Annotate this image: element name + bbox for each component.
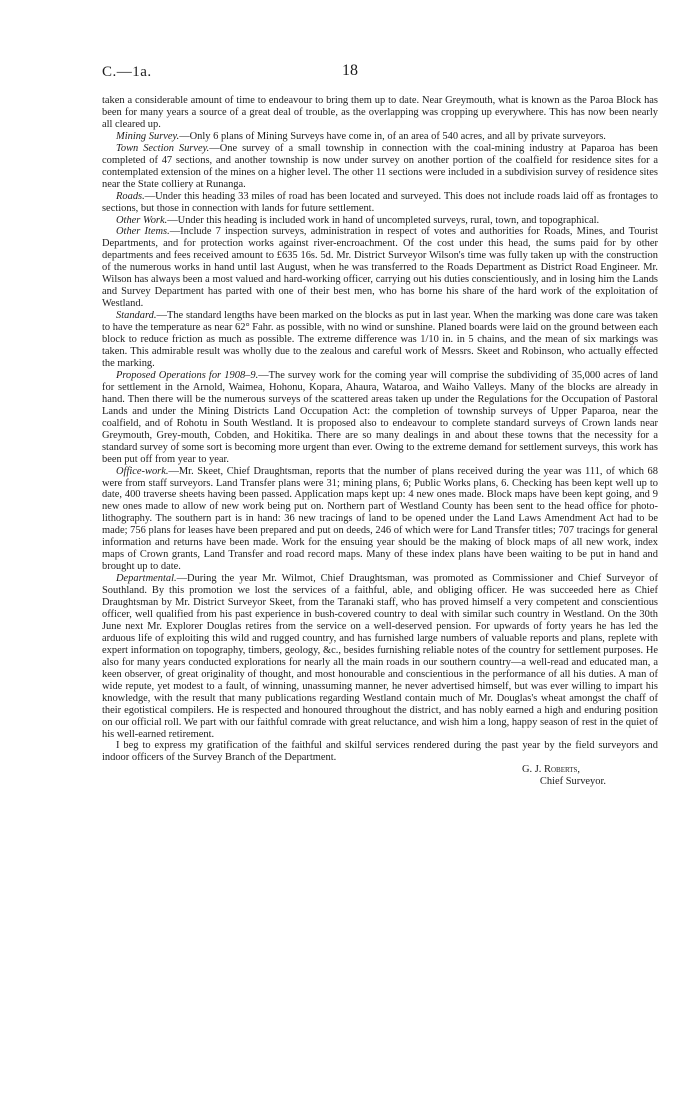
paragraph-mining-survey bbox=[102, 131, 658, 143]
paragraph-heading: Proposed Operations for 1908–9. bbox=[116, 369, 259, 381]
signature-block bbox=[102, 764, 658, 788]
paragraph-text: taken a considerable amount of time to endeavour to bring them up to date. Near Greymouth, what is known as the Paroa Block has been for many years a source of a great deal of trouble, as the overlapping was cropping up everywhere. This has now been nearly all cleared up. bbox=[102, 95, 658, 130]
paragraph-text: I beg to express my gratification of the faithful and skilful services rendered during the past year by the field surveyors and indoor officers of the Survey Branch of the Department. bbox=[102, 740, 658, 764]
paragraph bbox=[102, 95, 658, 131]
paragraph-other-items bbox=[102, 226, 658, 310]
paragraph-heading: Roads. bbox=[116, 190, 145, 202]
paragraph-text: —Under this heading 33 miles of road has been located and surveyed. This does not include roads laid off as frontages to sections, but those in connection with lands for future settlement. bbox=[102, 190, 658, 214]
paragraph-text: —Under this heading is included work in hand of uncompleted surveys, rural, town, and topographical. bbox=[167, 214, 600, 226]
paragraph-heading: Other Work. bbox=[116, 214, 168, 226]
paragraph-heading: Standard. bbox=[116, 310, 157, 322]
paragraph-town-section-survey bbox=[102, 143, 658, 191]
paragraph-heading: Other Items. bbox=[116, 226, 170, 238]
paragraph-proposed-operations bbox=[102, 370, 658, 466]
paragraph-heading: Mining Survey. bbox=[116, 130, 180, 142]
paragraph-text: —Mr. Skeet, Chief Draughtsman, reports that the number of plans received during the year was 111, of which 68 were from staff surveyors. Land Transfer plans were 31; mining plans, 6; Public Works plans, 6. Checking has been kept well up to date, 400 traverse sheets having been passed. Application maps kept up: 4 new ones made. Block maps have been kept going, and 9 new ones made to allow of new work being put on. Northern part of Westland County has been sent to the head office for photo-lithography. The southern part is in hand: 36 new tracings of land to be opened under the Land Laws Amendment Act had to be made; 756 plans for leases have been prepared and put on deeds, 246 of which were for Land Transfer titles; 707 tracings for general information and returns have been made. Work for the ensuing year should be the making of block maps of all new work, index maps of Crown grants, Land Transfer and road record maps. Many of these index plans have been waiting to be put in hand and brought up to date. bbox=[102, 465, 658, 573]
paragraph-text: —The survey work for the coming year will comprise the subdividing of 35,000 acres of land for settlement in the Arnold, Waimea, Hohonu, Kopara, Ahaura, Wataroa, and Waiho Valleys. Many of the blocks are already in hand. Then there will be the numerous surveys of the scattered areas taken up under the Regulations for the Occupation of Pastoral Lands and under the Mining Districts Land Occupation Act: the completion of township surveys of Upper Paparoa, near the coalfield, and of Rohotu in South Westland. It is proposed also to endeavour to complete standard surveys of Crown lands near Greymouth, Grey-mouth, Cobden, and Hokitika. There are so many dealings in and about these towns that the necessity for a standard survey of some sort is becoming more urgent than ever. Owing to the extreme demand for settlement surveys, this work has been put off from year to year. bbox=[102, 369, 658, 465]
body-text bbox=[102, 95, 658, 788]
paragraph-text: —Include 7 inspection surveys, administration in respect of votes and authorities for Roads, Mines, and Tourist Departments, and for protection works against river-encroachment. Of the cost under this head, the sums paid for by other departments and fees received amount to £635 16s. 5d. Mr. District Surveyor Wilson's time was fully taken up with the construction of the numerous works in hand until last August, when he was transferred to the Roads Department as District Road Engineer. Mr. Wilson has always been a most valued and hard-working officer, carrying out his duties conscientiously, and in losing him the Lands and Survey Department has parted with one of their best men, who has borne his share of the hard work of the exploitation of Westland. bbox=[102, 226, 658, 310]
paragraph-text: —One survey of a small township in connection with the coal-mining industry at Paparoa has been completed of 47 sections, and another township is now under survey on another portion of the coalfield for residence sites for a contemplated extension of the mines on a higher level. The other 11 sections were included in a subdivision survey of residence sites near the State colliery at Runanga. bbox=[102, 142, 658, 190]
paragraph-heading: Departmental. bbox=[116, 573, 177, 585]
paragraph-heading: Town Section Survey. bbox=[116, 142, 210, 154]
paragraph-text: —Only 6 plans of Mining Surveys have come in, of an area of 540 acres, and all by private surveyors. bbox=[179, 130, 606, 142]
paragraph-heading: Office-work. bbox=[116, 465, 169, 477]
paragraph-closing bbox=[102, 740, 658, 764]
paragraph-other-work bbox=[102, 215, 658, 227]
paragraph-text: —The standard lengths have been marked on the blocks as put in last year. When the marking was done care was taken to have the temperature as near 62° Fahr. as possible, with no wind or sunshine. Planed boards were laid on the ground between each block to reduce friction as much as possible. The extreme difference was 1/10 in. in 5 chains, and the mean of six markings was taken. This admirable result was wholly due to the zealous and careful work of Messrs. Skeet and Robinson, who actually effected the marking. bbox=[102, 310, 658, 369]
page-number: 18 bbox=[342, 62, 358, 79]
document-id: C.—1a. bbox=[102, 64, 152, 80]
paragraph-roads bbox=[102, 191, 658, 215]
page-header bbox=[102, 64, 640, 86]
paragraph-office-work bbox=[102, 466, 658, 574]
paragraph-text: —During the year Mr. Wilmot, Chief Draughtsman, was promoted as Commissioner and Chief Surveyor of Southland. By this promotion we lost the services of a faithful, able, and obliging officer. He was succeeded here as Chief Draughtsman by Mr. District Surveyor Skeet, from the Taranaki staff, who has proved himself a very competent and conscientious officer, well qualified from his past experience in bush-covered country to deal with similar such country in Westland. On the 30th June next Mr. Explorer Douglas retires from the service on a well-deserved pension. For upwards of forty years he has led the arduous life of exploiting this wild and rugged country, and has furnished large numbers of valuable reports and plans, replete with expert information on topography, timbers, geology, &c., besides furnishing reliable notes of the country for settlement purposes. He also for many years conducted explorations for nearly all the main roads in our southern country—a well-read and educated man, a keen observer, of great originality of thought, and most honourable and conscientious in the performance of all his duties. A man of wide repute, yet modest to a fault, of winning, unassuming manner, he never advertised himself, but was ever willing to impart his knowledge, with the result that many publications regarding Westland contain much of Mr. Douglas's wheat amongst the chaff of their egotistical compilers. He is respected and honoured throughout the district, and has nobly earned a high and enduring position on our official roll. We part with our faithful comrade with great reluctance, and wish him a long, happy season of rest in the quiet of his well-earned retirement. bbox=[102, 573, 658, 740]
signatory-title: Chief Surveyor. bbox=[539, 776, 606, 788]
paragraph-departmental bbox=[102, 573, 658, 740]
paragraph-standard bbox=[102, 310, 658, 370]
signatory-name: G. J. Roberts, bbox=[521, 764, 580, 776]
